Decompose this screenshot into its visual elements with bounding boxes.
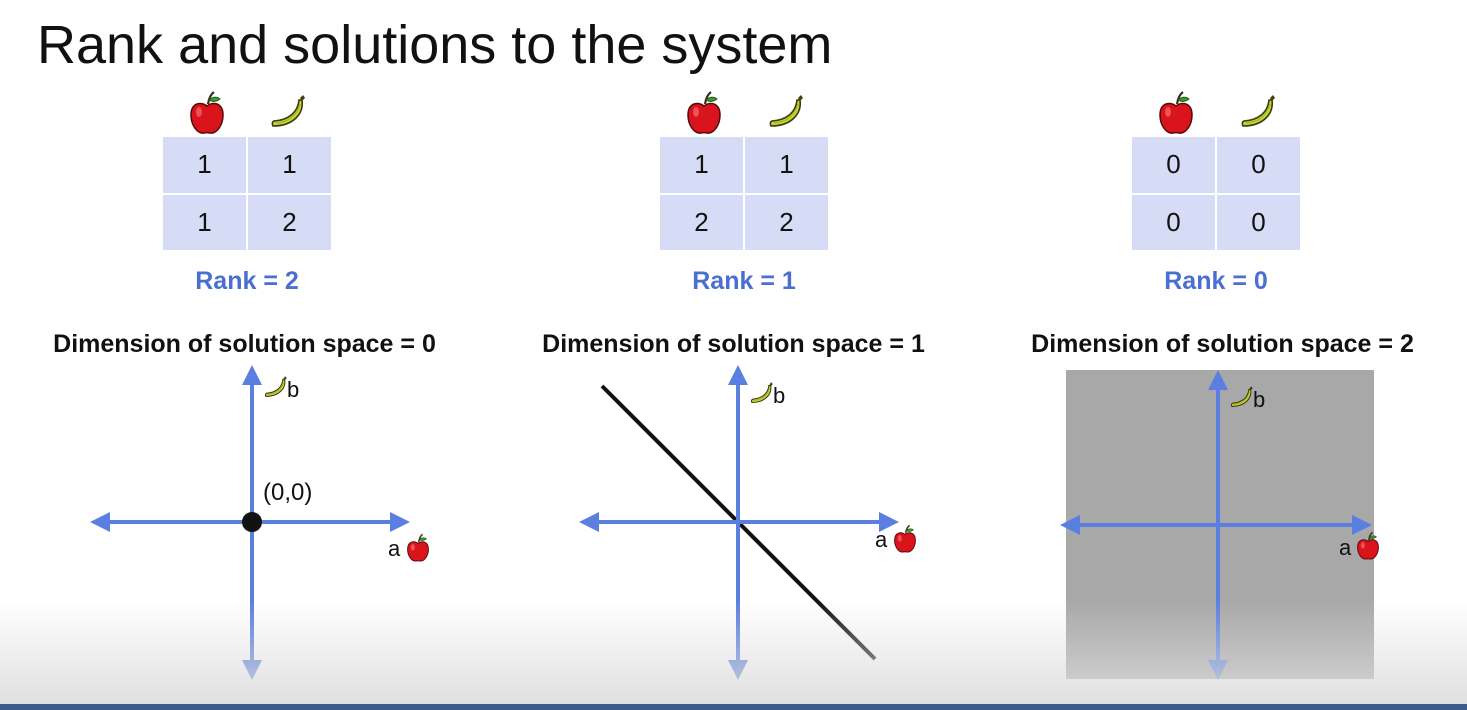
matrix-cell: 0 (1217, 195, 1300, 251)
solution-plot (978, 365, 1467, 685)
point-label: (0,0) (263, 479, 313, 506)
matrix-cell: 2 (660, 195, 743, 251)
solution-plot (489, 365, 978, 685)
banana-icon (1237, 90, 1277, 136)
rank-label: Rank = 0 (1164, 267, 1268, 295)
matrix-cell: 0 (1132, 195, 1215, 251)
banana-icon (267, 90, 307, 136)
dimension-label: Dimension of solution space = 1 (542, 330, 925, 358)
apple-icon (684, 90, 724, 136)
panel-rank-2 (0, 90, 489, 690)
matrix-cell: 0 (1132, 137, 1215, 193)
banana-icon (265, 376, 286, 396)
matrix-cell: 1 (745, 137, 828, 193)
matrix-cell: 1 (248, 137, 331, 193)
axis-y-label: b (773, 383, 786, 408)
apple-icon (895, 525, 916, 552)
matrix-cell: 2 (745, 195, 828, 251)
matrix-cell: 1 (163, 137, 246, 193)
coefficient-matrix (1132, 137, 1300, 250)
axis-y-label: b (287, 377, 300, 402)
matrix-cell: 0 (1217, 137, 1300, 193)
axis-x-label: a (1339, 535, 1352, 560)
coefficient-matrix (163, 137, 331, 250)
matrix-cell: 1 (163, 195, 246, 251)
apple-icon (408, 534, 429, 561)
origin-point (242, 512, 262, 532)
banana-icon (765, 90, 805, 136)
rank-label: Rank = 2 (195, 267, 299, 295)
matrix-cell: 2 (248, 195, 331, 251)
axis-x-label: a (875, 527, 888, 552)
slide-title: Rank and solutions to the system (37, 15, 833, 75)
panel-rank-0 (978, 90, 1467, 690)
dimension-label: Dimension of solution space = 2 (1031, 330, 1414, 358)
banana-icon (751, 382, 772, 402)
axis-y-label: b (1253, 387, 1266, 412)
footer-bar (0, 704, 1467, 710)
apple-icon (187, 90, 227, 136)
panel-rank-1 (489, 90, 978, 690)
dimension-label: Dimension of solution space = 0 (53, 330, 436, 358)
matrix-cell: 1 (660, 137, 743, 193)
axis-x-label: a (388, 536, 401, 561)
coefficient-matrix (660, 137, 828, 250)
rank-label: Rank = 1 (692, 267, 796, 295)
apple-icon (1156, 90, 1196, 136)
solution-plot (0, 365, 489, 685)
